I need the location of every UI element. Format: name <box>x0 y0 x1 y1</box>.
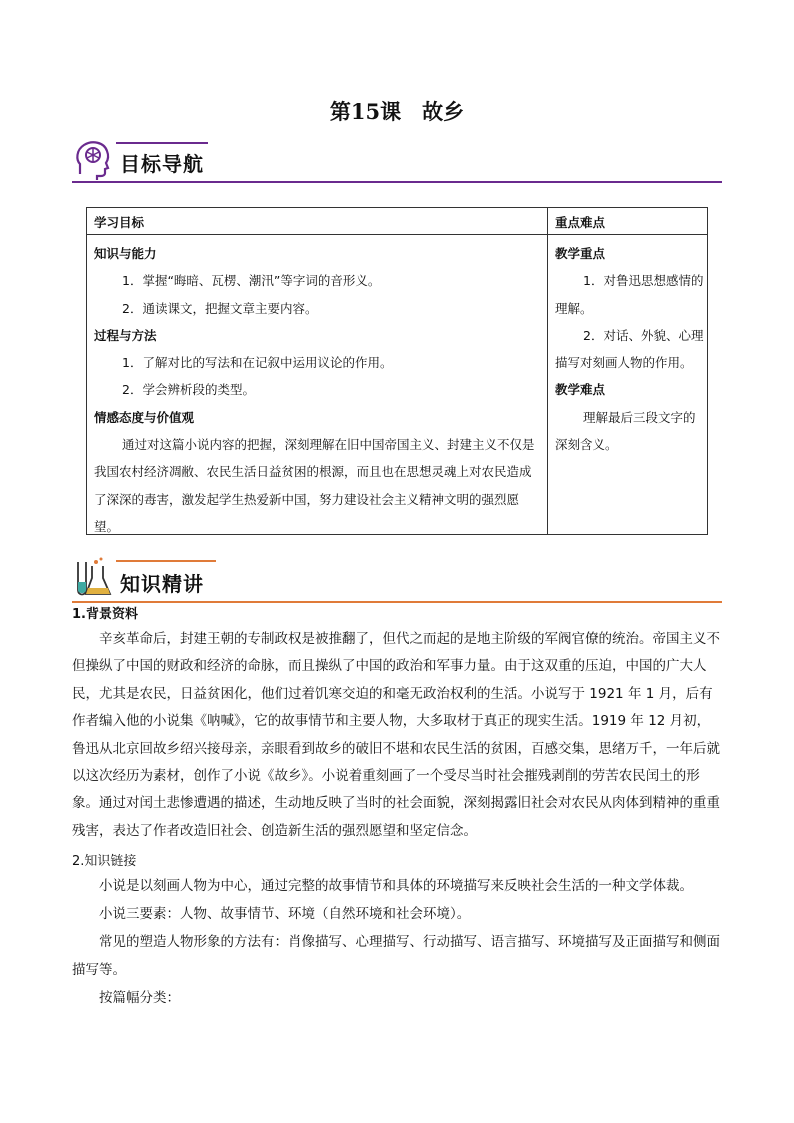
background-paragraph: 辛亥革命后，封建王朝的专制政权是被推翻了，但代之而起的是地主阶级的军阀官僚的统治。帝国主义不但操纵了中国的财政和经济的命脉，而且操纵了中国的政治和军事力量。由于这双重的压迫，中国的广大人民，尤其是农民，日益贫困化，他们过着饥寒交迫的和毫无政治权利的生活。小说写于 1921 年 1 月，后有作者编入他的小说集《呐喊》，它的故事情节和主要人物，大多取材于真正的现实生活。1919 年 12 月初，鲁迅从北京回故乡绍兴接母亲，亲眼看到故乡的破旧不堪和农民生活的贫困，百感交集，思绪万千，一年后就以这次经历为素材，创作了小说《故乡》。小说着重刻画了一个受尽当时社会摧残剥削的劳苦农民闰土的形象。通过对闰土悲惨遭遇的描述，生动地反映了当时的社会面貌，深刻揭露旧社会对农民从肉体到精神的重重残害，表达了作者改造旧社会、创造新生活的强烈愿望和坚定信念。 <box>72 631 720 839</box>
goals-table <box>86 207 708 535</box>
focus-item: 2．对话、外貌、心理描写对刻画人物的作用。 <box>555 327 704 371</box>
header-accent-line <box>116 142 208 144</box>
category-heading: 知识与能力 <box>94 246 157 261</box>
page-title: 第15课 故乡 <box>329 99 465 124</box>
table-header-focus: 重点难点 <box>555 215 606 230</box>
goals-cell <box>94 240 542 540</box>
background-heading: 1.背景资料 <box>72 607 138 622</box>
goal-item: 1．了解对比的写法和在记叙中运用议论的作用。 <box>122 355 393 371</box>
section-rule <box>72 181 722 183</box>
section-title: 知识精讲 <box>120 572 204 596</box>
brain-head-icon <box>72 138 116 182</box>
section-header-knowledge <box>72 556 722 606</box>
focus-item: 1．对鲁迅思想感情的理解。 <box>555 273 704 316</box>
lab-flask-icon <box>72 556 116 600</box>
category-heading: 教学重点 <box>555 246 606 261</box>
link-paragraph: 按篇幅分类： <box>99 990 180 1006</box>
category-heading: 过程与方法 <box>94 327 157 343</box>
link-paragraph: 常见的塑造人物形象的方法有：肖像描写、心理描写、行动描写、语言描写、环境描写及正面描写和侧面描写等。 <box>72 934 720 978</box>
knowledge-link-body <box>72 872 722 1012</box>
focus-item: 理解最后三段文字的深刻含义。 <box>555 409 696 453</box>
category-heading: 教学难点 <box>555 382 606 398</box>
goal-item: 2．通读课文，把握文章主要内容。 <box>122 300 318 316</box>
link-paragraph: 小说是以刻画人物为中心，通过完整的故事情节和具体的环境描写来反映社会生活的一种文学体裁。 <box>99 878 693 894</box>
goal-paragraph: 通过对这篇小说内容的把握，深刻理解在旧中国帝国主义、封建主义不仅是我国农村经济凋敝、农民生活日益贫困的根源，而且也在思想灵魂上对农民造成了深深的毒害，激发起学生热爱新中国，努力建设社会主义精神文明的强烈愿望。 <box>94 437 535 534</box>
category-heading: 情感态度与价值观 <box>94 409 195 425</box>
column-divider <box>547 208 548 534</box>
section-header-goals <box>72 138 722 186</box>
goal-item: 1．掌握“晦暗、瓦楞、潮汛”等字词的音形义。 <box>122 273 381 289</box>
focus-cell <box>555 240 705 458</box>
goal-item: 2．学会辨析段的类型。 <box>122 382 255 398</box>
knowledge-link-heading: 2.知识链接 <box>72 854 137 869</box>
header-accent-line <box>116 560 216 562</box>
table-header-goals: 学习目标 <box>94 215 145 230</box>
section-title: 目标导航 <box>120 152 204 176</box>
link-paragraph: 小说三要素：人物、故事情节、环境（自然环境和社会环境）。 <box>99 906 471 922</box>
header-divider <box>87 234 707 235</box>
